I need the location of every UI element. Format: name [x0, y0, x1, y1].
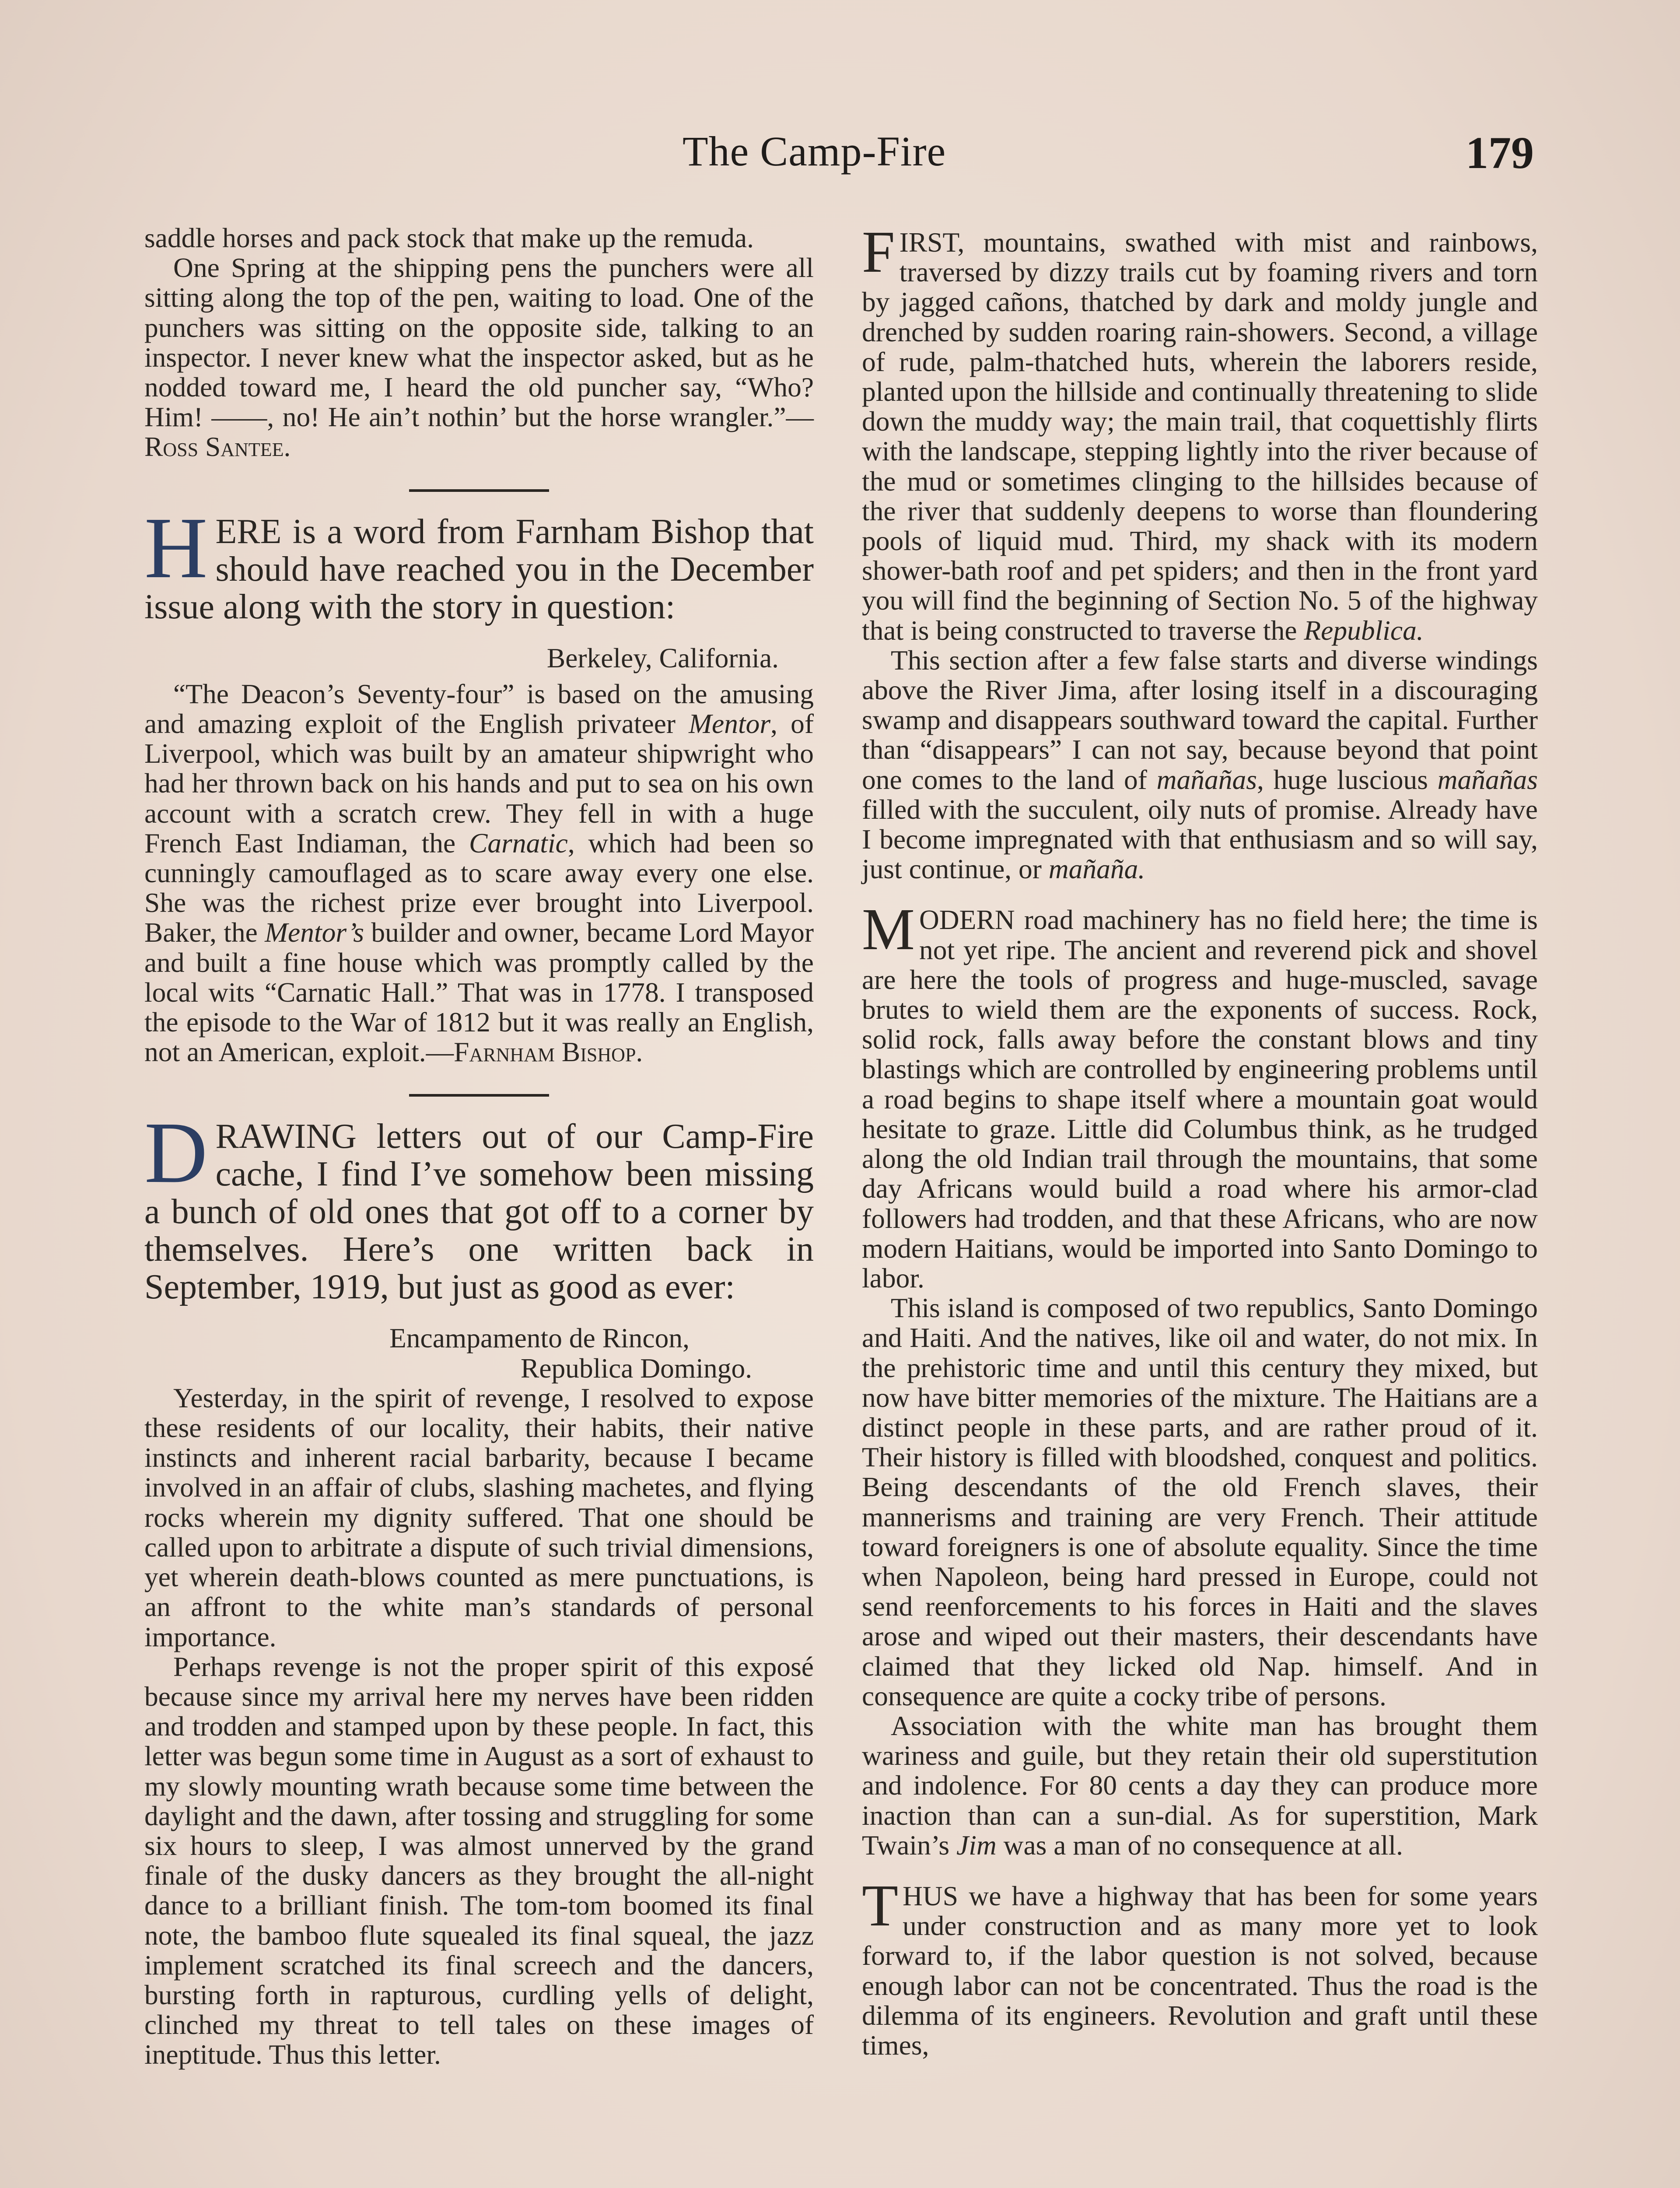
drop-cap: D — [144, 1105, 208, 1202]
paragraph-text: HUS we have a highway that has been for some years under construction and as many more yet to look forward to, if the labor question is not solved, because enough labor can not be concentrated. Thus the road is the dilemma of its engineers. Revolution and graft until these times, — [862, 1880, 1538, 2061]
italic-word: Republica. — [1304, 614, 1424, 646]
running-header — [0, 127, 1680, 188]
ship-name: Mentor’s — [265, 917, 364, 948]
ship-name: Mentor — [689, 708, 771, 740]
drop-cap: M — [862, 897, 915, 963]
section-divider — [409, 1094, 549, 1097]
paragraph — [144, 253, 814, 462]
paragraph-text: Association with the white man has brought them wariness and guile, but they retain their old superstitution and indolence. For 80 cents a day they can produce more inaction than can a sun-dial. As for superstition, Mark Twain’s — [862, 1710, 1538, 1861]
section-divider — [409, 489, 549, 492]
paragraph: saddle horses and pack stock that make up the remuda. — [144, 222, 754, 253]
ship-name: Carnatic — [469, 827, 568, 859]
section-intro — [144, 1105, 814, 1307]
paragraph-text: , of Liverpool, which was built by an amateur shipwright who had her thrown back on his hands and put to sea on his own account with a scratch crew. They fell in with a huge French East Indiaman, the — [144, 708, 814, 859]
italic-word: mañañas — [1437, 764, 1538, 795]
paragraph-text: “The Deacon’s Seventy-four” is based on the amusing and amazing exploit of the English privateer — [144, 678, 814, 740]
drop-cap: F — [862, 219, 895, 285]
signature: Ross Santee. — [144, 431, 291, 463]
section-intro — [144, 499, 814, 626]
paragraph: This island is composed of two republics, Santo Domingo and Haiti. And the natives, like oil and water, do not mix. In the prehistoric time and until this century they mixed, but now have bitter memories of the mixture. The Haitians are a distinct people in these parts, and are rather proud of it. Their history is filled with bloodshed, conquest and politics. Being descendants of the old French slaves, their mannerisms and training are very French. Their attitude toward foreigners is one of absolute equality. Since the time when Napoleon, being hard pressed in Europe, could not send reenforcements to his forces in Haiti and the slaves arose and wiped out their masters, their descendants have claimed that they licked old Nap. himself. And in consequence are quite a cocky tribe of persons. — [862, 1292, 1538, 1711]
left-column — [144, 223, 814, 2070]
paragraph-text: One Spring at the shipping pens the punchers were all sitting along the top of the pen, waiting to load. One of the punchers was sitting on the opposite side, talking to an inspector. I never knew what the inspector asked, but as he nodded toward me, I heard the old puncher say, “Who? Him! ——, no! He ain’t nothin’ but the horse wrangler.”— — [144, 252, 814, 433]
paragraph — [862, 897, 1538, 1294]
paragraph: Perhaps revenge is not the proper spirit of this exposé because since my arrival here my nerves have been ridden and trodden and stamped upon by these people. In fact, this letter was begun some time in August as a sort of exhaust to my slowly mounting wrath because some time between the daylight and the dawn, after tossing and struggling for some six hours to sleep, I was almost unnerved by the grand finale of the dusky dancers as they brought the all-night dance to a brilliant finish. The tom-tom boomed its final note, the bamboo flute squealed its final squeal, the jazz implement scratched its final screech and the dancers, bursting forth in rapturous, curdling yells of delight, clinched my threat to tell tales on these images of ineptitude. Thus this letter. — [144, 1651, 814, 2070]
drop-cap: T — [862, 1872, 899, 1939]
paragraph-text: builder and owner, became Lord Mayor and built a fine house which was promptly called by the local wits “Carnatic Hall.” That was in 1778. I transposed the episode to the War of 1812 but it was really an English, not an American, exploit.— — [144, 917, 814, 1068]
paragraph-text: ODERN road machinery has no field here; the time is not yet ripe. The ancient and reverend pick and shovel are here the tools of progress and huge-muscled, savage brutes to wield them are the exponents of success. Rock, solid rock, falls away before the constant blows and tiny blastings which are controlled by engineering problems until a road begins to shape itself where a mountain goat would hesitate to graze. Little did Columbus think, as he trudged along the old Indian trail through the mountains, that some day Africans would build a road where his armor-clad followers had trodden, and that these Africans, who are now modern Haitians, would be imported into Santo Domingo to labor. — [862, 904, 1538, 1294]
dateline: Encampamento de Rincon, — [389, 1322, 690, 1354]
page-number: 179 — [1466, 128, 1534, 178]
paragraph — [862, 1872, 1538, 2061]
drop-cap: H — [144, 499, 208, 596]
paragraph — [862, 645, 1538, 884]
intro-text: RAWING letters out of our Camp-Fire cache, I find I’ve somehow been missing a bunch of old ones that got off to a corner by themselves. Here’s one written back in September, 1919, but just as good as ever: — [144, 1117, 814, 1307]
italic-word: mañañas — [1156, 764, 1257, 795]
paragraph — [144, 679, 814, 1067]
paragraph-text: was a man of no consequence at all. — [996, 1829, 1403, 1861]
paragraph-text: , huge luscious — [1256, 764, 1438, 795]
page-title: The Camp-Fire — [682, 128, 946, 175]
dateline: Berkeley, California. — [546, 642, 779, 673]
paragraph-text: filled with the succulent, oily nuts of promise. Already have I become impregnated with that enthusiasm and so will say, just continue, or — [862, 793, 1538, 885]
paragraph — [862, 219, 1538, 646]
italic-word: Jim — [956, 1829, 997, 1861]
italic-word: mañaña. — [1048, 853, 1145, 885]
intro-text: ERE is a word from Farnham Bishop that should have reached you in the December issue along with the story in question: — [144, 512, 814, 626]
dateline: Republica Domingo. — [521, 1352, 752, 1384]
paragraph-text: , which had been so cunningly camouflaged as to scare away every one else. She was the richest prize ever brought into Liverpool. Baker, the — [144, 827, 814, 948]
paragraph: Yesterday, in the spirit of revenge, I resolved to expose these residents of our locality, their habits, their native instincts and inherent racial barbarity, because I became involved in an affair of clubs, slashing machetes, and flying rocks wherein my dignity suffered. That one should be called upon to arbitrate a dispute of such trivial dimensions, yet wherein death-blows counted as mere punctuations, is an affront to the white man’s standards of personal importance. — [144, 1382, 814, 1652]
paragraph-text: This section after a few false starts and diverse windings above the River Jima, after losing itself in a discouraging swamp and disappears southward toward the capital. Further than “disappears” I can not say, because beyond that point one comes to the land of — [862, 644, 1538, 795]
signature: Farnham Bishop. — [454, 1036, 643, 1068]
paragraph-text: IRST, mountains, swathed with mist and rainbows, traversed by dizzy trails cut by foaming rivers and torn by jagged cañons, thatched by dark and moldy jungle and drenched by sudden roaring rain-showers. Second, a village of rude, palm-thatched huts, wherein the laborers reside, planted upon the hillside and continually threatening to slide down the muddy way; the main trail, that coquettishly flirts with the landscape, stepping lightly into the river because of the mud or sometimes clinging to the hillsides because of the river that suddenly deepens to worse than floundering pools of liquid mud. Third, my shack with its modern shower-bath roof and pet spiders; and then in the front yard you will find the beginning of Section No. 5 of the highway that is being constructed to traverse the — [862, 227, 1538, 646]
right-column — [862, 219, 1538, 2061]
paragraph — [862, 1711, 1538, 1860]
